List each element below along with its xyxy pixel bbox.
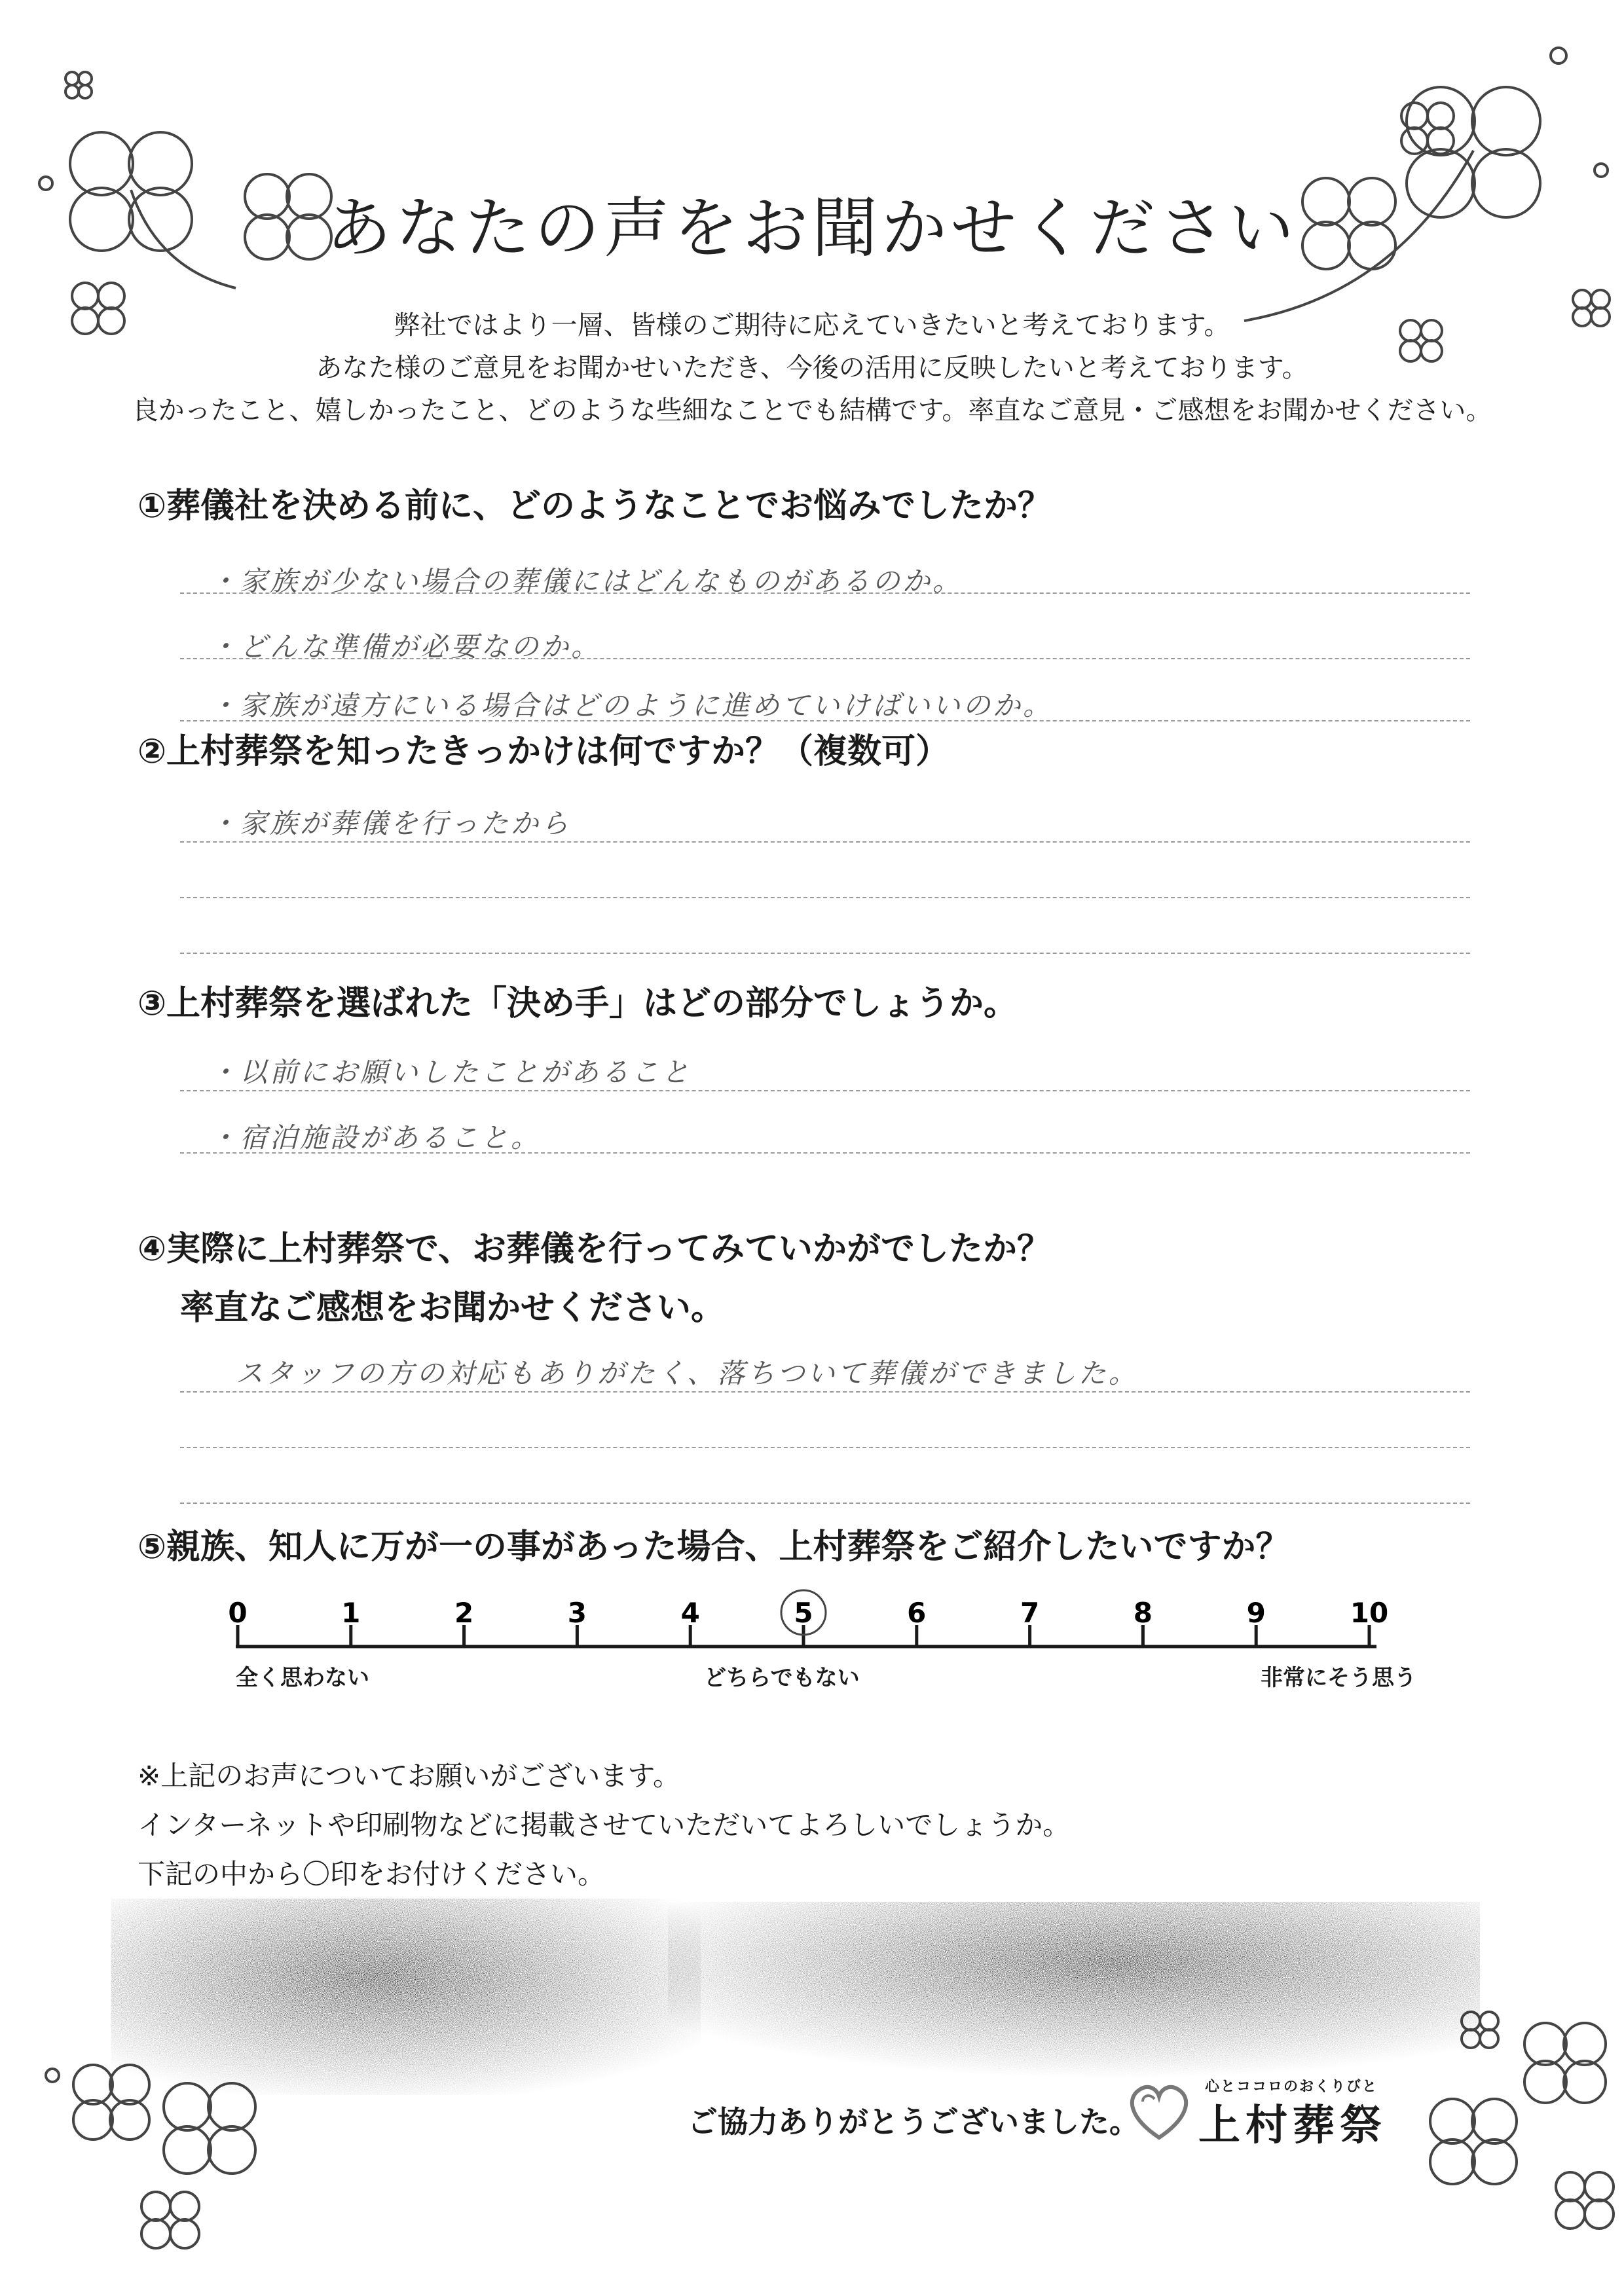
answer-rule	[180, 841, 1470, 843]
question-1-answer-2: ・どんな準備が必要なのか。	[210, 630, 602, 663]
intro-line-2: あなた様のご意見をお聞かせいただき、今後の活用に反映したいと考えております。	[316, 353, 1308, 383]
answer-rule	[180, 592, 1470, 594]
brand-tagline: 心とココロのおくりびと	[1205, 2079, 1378, 2095]
notice-line-1: ※上記のお声についてお願いがございます。	[138, 1760, 680, 1792]
question-4-label-line-1: ④実際に上村葬祭で、お葬儀を行ってみていかがでしたか？	[138, 1230, 1051, 1269]
intro-line-3: 良かったこと、嬉しかったこと、どのような些細なことでも結構です。率直なご意見・ご感想をお聞かせください。	[132, 395, 1492, 426]
brand-name: 上村葬祭	[1198, 2102, 1387, 2150]
redacted-area-left	[111, 1899, 701, 2095]
scale-label-mid: どちらでもない	[704, 1665, 860, 1691]
thanks-message: ご協力ありがとうございました。	[688, 2104, 1139, 2140]
notice-line-2: インターネットや印刷物などに掲載させていただいてよろしいでしょうか。	[138, 1809, 1071, 1841]
question-2-label: ②上村葬祭を知ったきっかけは何ですか？（複数可）	[138, 732, 950, 771]
answer-rule	[180, 953, 1470, 954]
scale-number-10[interactable]: 10	[1350, 1597, 1389, 1629]
question-4-label-line-2: 率直なご感想をお聞かせください。	[180, 1288, 726, 1328]
scale-number-8[interactable]: 8	[1133, 1597, 1153, 1629]
question-1-answer-1: ・家族が少ない場合の葬儀にはどんなものがあるのか。	[210, 565, 963, 597]
answer-rule	[180, 720, 1470, 721]
scale-label-low: 全く思わない	[236, 1665, 369, 1691]
redacted-area-right	[668, 1902, 1480, 2079]
answer-rule	[180, 897, 1470, 898]
scale-number-4[interactable]: 4	[680, 1597, 700, 1629]
question-3-label: ③上村葬祭を選ばれた「決め手」はどの部分でしょうか。	[138, 984, 1018, 1023]
notice-line-3: 下記の中から〇印をお付けください。	[138, 1858, 606, 1890]
answer-rule	[180, 1503, 1470, 1504]
scale-label-high: 非常にそう思う	[1261, 1665, 1416, 1691]
question-1-label: ①葬儀社を決める前に、どのようなことでお悩みでしたか？	[138, 486, 1052, 526]
answer-rule	[180, 1090, 1470, 1091]
question-1-answer-3: ・家族が遠方にいる場合はどのように進めていけばいいのか。	[210, 689, 1054, 721]
question-4-answer-1: スタッフの方の対応もありがたく、落ちついて葬儀ができました。	[236, 1357, 1139, 1389]
rating-scale	[216, 1584, 1428, 1715]
scale-number-3[interactable]: 3	[567, 1597, 587, 1629]
scale-number-0[interactable]: 0	[228, 1597, 248, 1629]
intro-line-1: 弊社ではより一層、皆様のご期待に応えていきたいと考えております。	[394, 310, 1230, 340]
page-title: あなたの声をお聞かせください	[326, 190, 1298, 266]
scale-number-6[interactable]: 6	[907, 1597, 927, 1629]
scale-number-2[interactable]: 2	[454, 1597, 474, 1629]
answer-rule	[180, 1391, 1470, 1393]
answer-rule	[180, 1152, 1470, 1154]
scale-number-9[interactable]: 9	[1246, 1597, 1266, 1629]
answer-rule	[180, 1447, 1470, 1448]
question-2-answer-1: ・家族が葬儀を行ったから	[210, 807, 572, 839]
question-5-label: ⑤親族、知人に万が一の事があった場合、上村葬祭をご紹介したいですか？	[138, 1527, 1290, 1567]
scale-number-7[interactable]: 7	[1020, 1597, 1040, 1629]
question-3-answer-1: ・以前にお願いしたことがあること	[210, 1056, 692, 1088]
answer-rule	[180, 658, 1470, 659]
scale-number-1[interactable]: 1	[341, 1597, 361, 1629]
heart-logo-icon	[1123, 2075, 1195, 2147]
question-3-answer-2: ・宿泊施設があること。	[210, 1121, 542, 1154]
scale-number-5[interactable]: 5	[794, 1597, 813, 1629]
